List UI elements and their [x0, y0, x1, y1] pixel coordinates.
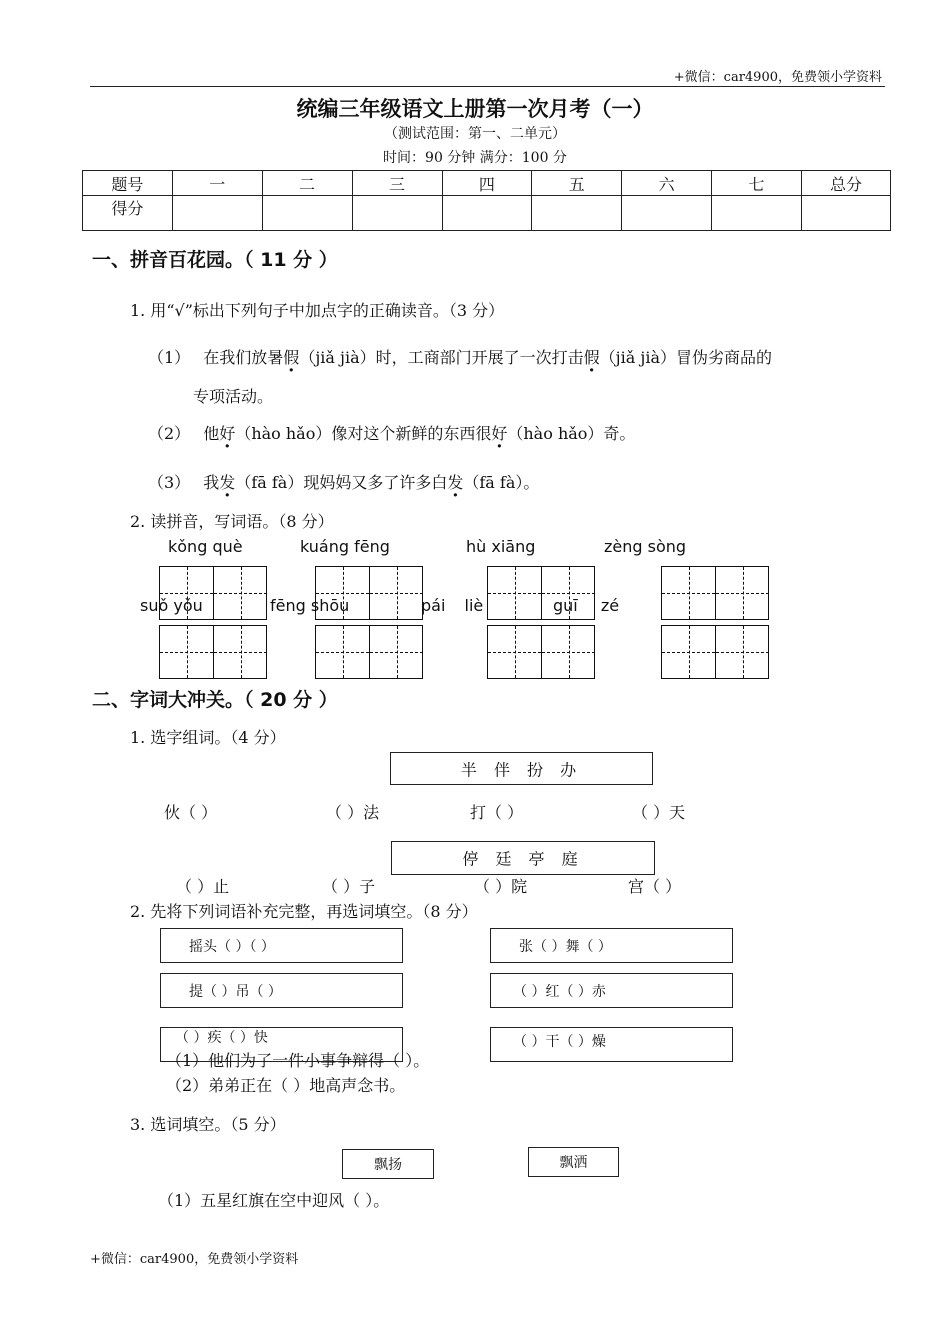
score-cell: 五	[532, 171, 622, 196]
sentence-text: （jiǎ jià）时，工商部门开展了一次打击	[299, 348, 584, 367]
sentence-text: （hào hǎo）像对这个新鲜的东西很	[235, 424, 492, 443]
score-cell: 四	[442, 171, 532, 196]
s1-q1-sentence1-cont: 专项活动。	[193, 387, 274, 406]
s2-q2-title: 2. 先将下列词语补充完整，再选词填空。（8 分）	[130, 902, 478, 921]
fill-blank-item[interactable]: 伙（ ）	[164, 803, 218, 822]
sentence-text: （jiǎ jià）冒伪劣商品的	[599, 348, 772, 367]
word-choice: 飘洒	[559, 1155, 588, 1171]
word-choice-box	[342, 1149, 434, 1179]
fill-blank-item[interactable]: （ ）院	[474, 877, 528, 896]
pinyin-label: fēng shōu	[270, 596, 350, 615]
section1-heading: 一、拼音百花园。（ 11 分 ）	[92, 249, 338, 271]
score-input-cell[interactable]	[172, 196, 262, 231]
dotted-char: 假	[283, 348, 300, 367]
score-input-cell[interactable]	[622, 196, 712, 231]
fill-sentence[interactable]: （2）弟弟正在（ ）地高声念书。	[166, 1076, 406, 1095]
writing-grid[interactable]	[487, 625, 595, 679]
sentence-text: 他	[203, 424, 220, 443]
s2-q3-title: 3. 选词填空。（5 分）	[130, 1115, 286, 1134]
sentence-text: （fā fà）。	[463, 473, 540, 492]
sentence-number: （3）	[148, 473, 191, 492]
idiom-text: （ ）红（ ）赤	[513, 983, 606, 1000]
idiom-text: （ ）干（ ）燥	[513, 1034, 606, 1051]
pinyin-label: hù xiāng	[466, 537, 536, 556]
sentence-number: （1）	[148, 348, 191, 367]
idiom-text: 摇头（ ）（ ）	[189, 938, 275, 955]
idiom-box[interactable]	[490, 973, 733, 1008]
fill-blank-item[interactable]: （ ）止	[176, 877, 230, 896]
char-choice-box	[391, 841, 655, 875]
pinyin-label: guī zé	[553, 596, 620, 615]
char-choices: 停 廷 亭 庭	[462, 849, 584, 869]
s1-q1-title: 1. 用“√”标出下列句子中加点字的正确读音。（3 分）	[130, 301, 505, 320]
header-wechat-note: +微信：car4900，免费领小学资料	[673, 70, 882, 85]
footer-wechat-note: +微信：car4900，免费领小学资料	[90, 1252, 299, 1267]
sentence-text: 我	[203, 473, 220, 492]
writing-grid[interactable]	[159, 625, 267, 679]
idiom-text: 张（ ）舞（ ）	[519, 938, 612, 955]
exam-time-info: 时间：90 分钟 满分：100 分	[383, 150, 567, 166]
pinyin-label: zèng sòng	[604, 537, 687, 556]
char-choices: 半 伴 扮 办	[460, 760, 583, 779]
s1-q1-sentence1	[148, 345, 772, 368]
pinyin-label: kuáng fēng	[300, 537, 390, 556]
s2-q1-title: 1. 选字组词。（4 分）	[130, 728, 286, 747]
idiom-text: （ ）疾（ ）快	[175, 1030, 268, 1047]
score-cell: 总分	[802, 171, 891, 196]
s1-q1-sentence3	[148, 470, 539, 493]
exam-scope: （测试范围：第一、二单元）	[384, 126, 566, 142]
score-cell: 一	[172, 171, 262, 196]
score-input-cell[interactable]	[262, 196, 352, 231]
score-cell: 七	[712, 171, 802, 196]
idiom-text: 提（ ）吊（ ）	[189, 983, 282, 1000]
fill-blank-item[interactable]: （ ）天	[632, 803, 686, 822]
pinyin-label: pái liè	[421, 596, 484, 615]
score-cell: 三	[352, 171, 442, 196]
section2-heading: 二、字词大冲关。（ 20 分 ）	[92, 689, 338, 711]
sentence-number: （2）	[148, 424, 191, 443]
score-input-cell[interactable]	[712, 196, 802, 231]
fill-blank-item[interactable]: 宫（ ）	[628, 877, 682, 896]
score-input-cell[interactable]	[802, 196, 891, 231]
fill-blank-item[interactable]: 打（ ）	[470, 803, 524, 822]
pinyin-label: kǒng què	[168, 537, 243, 556]
score-table-score-row	[83, 196, 891, 231]
score-cell: 题号	[83, 171, 173, 196]
score-input-cell[interactable]	[352, 196, 442, 231]
score-cell: 六	[622, 171, 712, 196]
score-table-header-row	[83, 171, 891, 196]
fill-blank-item[interactable]: （ ）法	[326, 803, 380, 822]
fill-sentence[interactable]: （1）他们为了一件小事争辩得（ ）。	[166, 1051, 430, 1070]
word-choice: 飘扬	[374, 1157, 402, 1173]
dotted-char: 发	[219, 473, 236, 492]
score-input-cell[interactable]	[442, 196, 532, 231]
score-table	[82, 170, 891, 231]
idiom-box[interactable]	[160, 928, 403, 963]
score-label-cell: 得分	[83, 196, 173, 231]
char-choice-box	[390, 752, 653, 785]
header-rule	[90, 86, 885, 87]
score-cell: 二	[262, 171, 352, 196]
exam-title: 统编三年级语文上册第一次月考（一）	[296, 97, 654, 121]
writing-grid[interactable]	[661, 625, 769, 679]
dotted-char: 发	[447, 473, 464, 492]
dotted-char: 好	[219, 424, 236, 443]
fill-blank-item[interactable]: （ ）子	[322, 877, 376, 896]
pinyin-label: suǒ yǒu	[140, 596, 203, 615]
writing-grid[interactable]	[661, 566, 769, 620]
dotted-char: 好	[491, 424, 508, 443]
idiom-box[interactable]	[160, 973, 403, 1008]
s1-q2-title: 2. 读拼音，写词语。（8 分）	[130, 512, 334, 531]
idiom-box[interactable]	[490, 1027, 733, 1062]
sentence-text: （hào hǎo）奇。	[507, 424, 636, 443]
word-choice-box	[528, 1147, 619, 1177]
s1-q1-sentence2	[148, 421, 635, 444]
score-input-cell[interactable]	[532, 196, 622, 231]
writing-grid[interactable]	[315, 625, 423, 679]
idiom-box[interactable]	[490, 928, 733, 963]
sentence-text: （fā fà）现妈妈又多了许多白	[235, 473, 448, 492]
dotted-char: 假	[583, 348, 600, 367]
sentence-text: 在我们放暑	[203, 348, 284, 367]
fill-sentence[interactable]: （1）五星红旗在空中迎风（ ）。	[158, 1191, 390, 1210]
